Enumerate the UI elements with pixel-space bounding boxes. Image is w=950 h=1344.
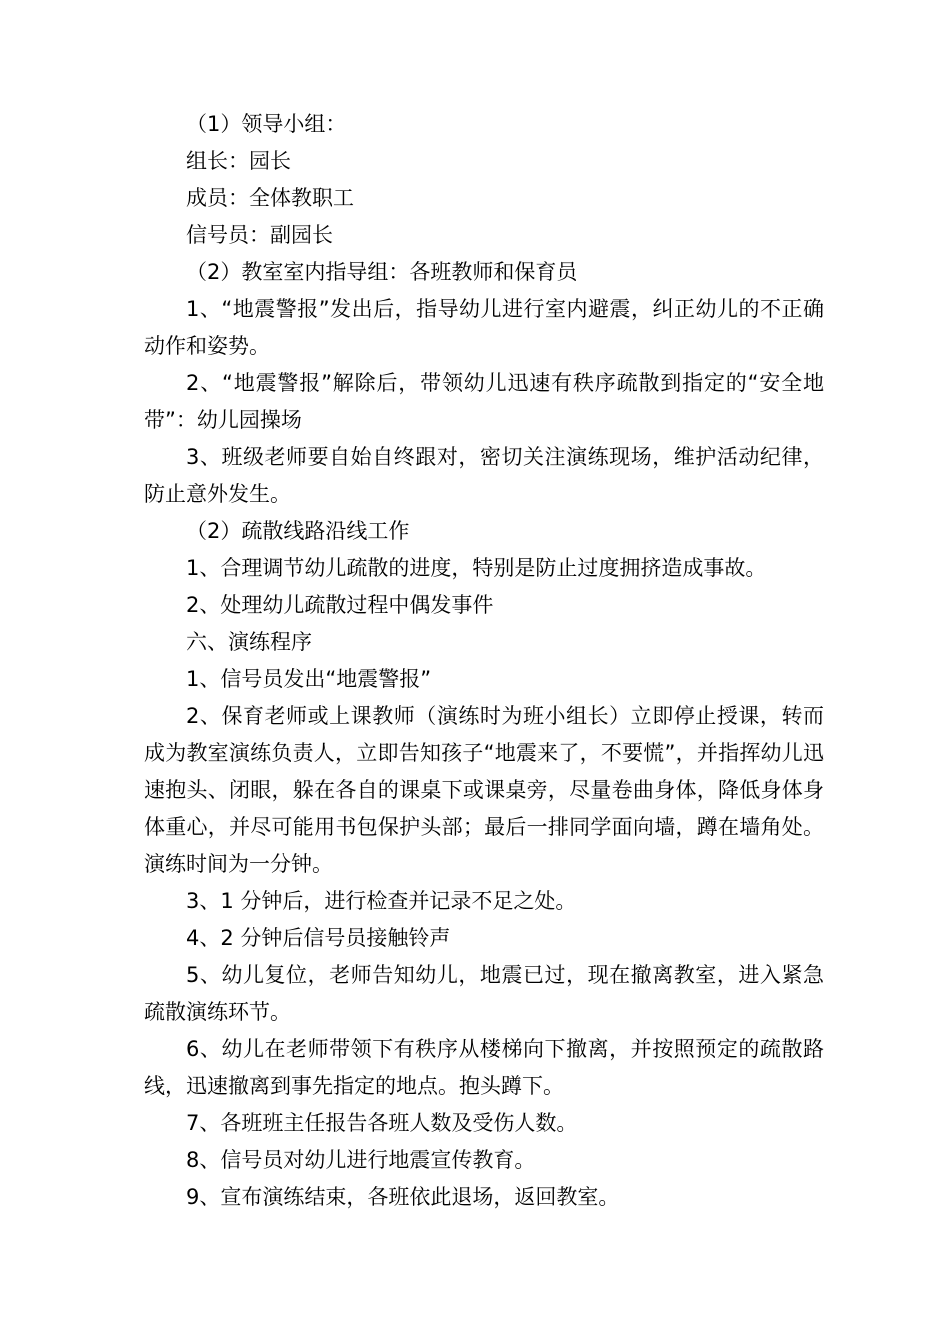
paragraph-procedure-step-7: 7、各班班主任报告各班人数及受伤人数。 xyxy=(186,1111,578,1135)
paragraph-procedure-step-3: 3、1 分钟后，进行检查并记录不足之处。 xyxy=(186,889,577,913)
document-body xyxy=(144,106,824,1216)
paragraph-procedure-step-2: 2、保育老师或上课教师（演练时为班小组长）立即停止授课，转而成为教室演练负责人，立即告知孩子“地震来了，不要慌”，并指挥幼儿迅速抱头、闭眼，躲在各自的课桌下或课桌旁，尽量卷曲身体，降低身体身体重心，并尽可能用书包保护头部；最后一排同学面向墙，蹲在墙角处。演练时间为一分钟。 xyxy=(144,704,824,876)
paragraph-procedure-step-9: 9、宣布演练结束，各班依此退场，返回教室。 xyxy=(186,1185,620,1209)
paragraph-procedure-step-8: 8、信号员对幼儿进行地震宣传教育。 xyxy=(186,1148,536,1172)
paragraph-leadership-group: （1）领导小组： xyxy=(186,112,347,136)
paragraph-group-leader: 组长：园长 xyxy=(186,149,291,173)
paragraph-classroom-item-2: 2、“地震警报”解除后，带领幼儿迅速有秩序疏散到指定的“安全地带”：幼儿园操场 xyxy=(144,371,824,432)
paragraph-members: 成员：全体教职工 xyxy=(186,186,354,210)
paragraph-evacuation-route-work: （2）疏散线路沿线工作 xyxy=(186,519,410,543)
paragraph-procedure-step-5: 5、幼儿复位，老师告知幼儿，地震已过，现在撤离教室，进入紧急疏散演练环节。 xyxy=(144,963,824,1024)
paragraph-route-item-2: 2、处理幼儿疏散过程中偶发事件 xyxy=(186,593,494,617)
paragraph-classroom-item-1: 1、“地震警报”发出后，指导幼儿进行室内避震，纠正幼儿的不正确动作和姿势。 xyxy=(144,297,824,358)
paragraph-signalman: 信号员：副园长 xyxy=(186,223,333,247)
paragraph-procedure-step-6: 6、幼儿在老师带领下有秩序从楼梯向下撤离，并按照预定的疏散路线，迅速撤离到事先指定的地点。抱头蹲下。 xyxy=(144,1037,824,1098)
paragraph-classroom-item-3: 3、班级老师要自始自终跟对，密切关注演练现场，维护活动纪律，防止意外发生。 xyxy=(144,445,824,506)
section-heading-drill-procedure: 六、演练程序 xyxy=(186,630,312,654)
paragraph-route-item-1: 1、合理调节幼儿疏散的进度，特别是防止过度拥挤造成事故。 xyxy=(186,556,767,580)
paragraph-classroom-guidance-group: （2）教室室内指导组：各班教师和保育员 xyxy=(186,260,578,284)
paragraph-procedure-step-4: 4、2 分钟后信号员接触铃声 xyxy=(186,926,451,950)
paragraph-procedure-step-1: 1、信号员发出“地震警报” xyxy=(186,667,432,691)
